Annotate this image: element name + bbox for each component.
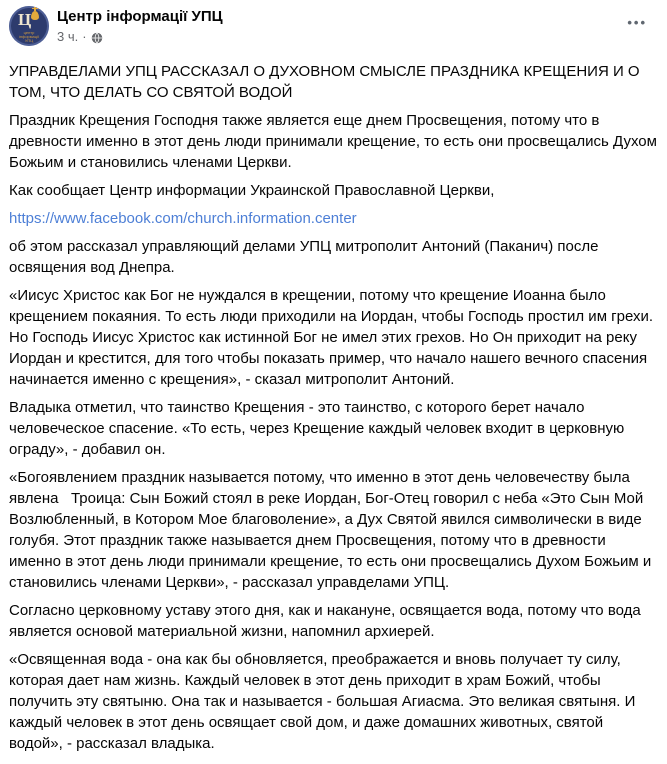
- post-paragraph: «Богоявлением праздник называется потому, что именно в этот день человечеству была явлена Троица: Сын Божий стоял в реке Иордан, Бог-Отец говорил с неба «Это Сын Мой Возлюбленный, в Котором Мое благоволение», а Дух Святой явился символически в виде голубя. Этот праздник также называется днем Просвещения, потому что в древности именно в этот день люди принимали крещение, то есть они просвещались Духом Божьим и становились членами Церкви», - рассказал управделами УПЦ.: [9, 469, 656, 591]
- post-title: УПРАВДЕЛАМИ УПЦ РАССКАЗАЛ О ДУХОВНОМ СМЫСЛЕ ПРАЗДНИКА КРЕЩЕНИЯ И О ТОМ, ЧТО ДЕЛАТЬ СО СВЯТОЙ ВОДОЙ: [9, 63, 644, 101]
- post-paragraph: «Освященная вода - она как бы обновляется, преображается и вновь получает ту силу, которая дает нам жизнь. Каждый человек в этот день приходит в храм Божий, чтобы получить эту святыню. Она так и называется - большая Агиасма. Это великая святыня. И каждый человек в этот день освящает свой дом, и даже домашних животных, святой водой», - рассказал владыка.: [9, 651, 640, 752]
- post-paragraph: Владыка отметил, что таинство Крещения - это таинство, с которого берет начало человеческое спасение. «То есть, через Крещение каждый человек входит в церковную ограду», - добавил он.: [9, 399, 629, 458]
- header-text: [57, 6, 623, 45]
- post-paragraph: Согласно церковному уставу этого дня, как и накануне, освящается вода, потому что вода является основой материальной жизни, напомнил архиерей.: [9, 602, 645, 640]
- post-paragraph: Как сообщает Центр информации Украинской Православной Церкви,: [9, 182, 495, 199]
- post-paragraph: об этом рассказал управляющий делами УПЦ митрополит Антоний (Паканич) после освящения вод Днепра.: [9, 238, 603, 276]
- timestamp[interactable]: 3 ч.: [57, 29, 79, 44]
- page-name-link[interactable]: Центр інформації УПЦ: [57, 8, 223, 25]
- avatar[interactable]: [9, 6, 49, 46]
- more-options-button[interactable]: •••: [627, 15, 647, 30]
- post-meta: [57, 28, 623, 45]
- post-link[interactable]: https://www.facebook.com/church.information.center: [9, 210, 357, 227]
- post-paragraph: Праздник Крещения Господня также является еще днем Просвещения, потому что в древности именно в этот день люди принимали крещение, то есть они просвещались Духом Божьим и становились членами Церкви.: [9, 112, 662, 171]
- meta-separator: ·: [82, 29, 87, 44]
- post-text: [0, 46, 667, 764]
- avatar-letter: Ц: [18, 10, 32, 29]
- avatar-caption: центр інформації УПЦ: [18, 30, 40, 43]
- church-dome-icon: [31, 11, 39, 20]
- post-paragraph: «Иисус Христос как Бог не нуждался в крещении, потому что крещение Иоанна было крещением покаяния. То есть люди приходили на Иордан, чтобы Господь простил им грехи. Но Господь Иисус Христос как истинной Бог не имел этих грехов. Но Он приходит на реку Иордан и крестится, для того чтобы показать пример, что начало нашего вечного спасения начинается именно с крещения», - сказал митрополит Антоний.: [9, 287, 658, 388]
- post-header: [0, 0, 667, 46]
- globe-icon: [91, 31, 103, 43]
